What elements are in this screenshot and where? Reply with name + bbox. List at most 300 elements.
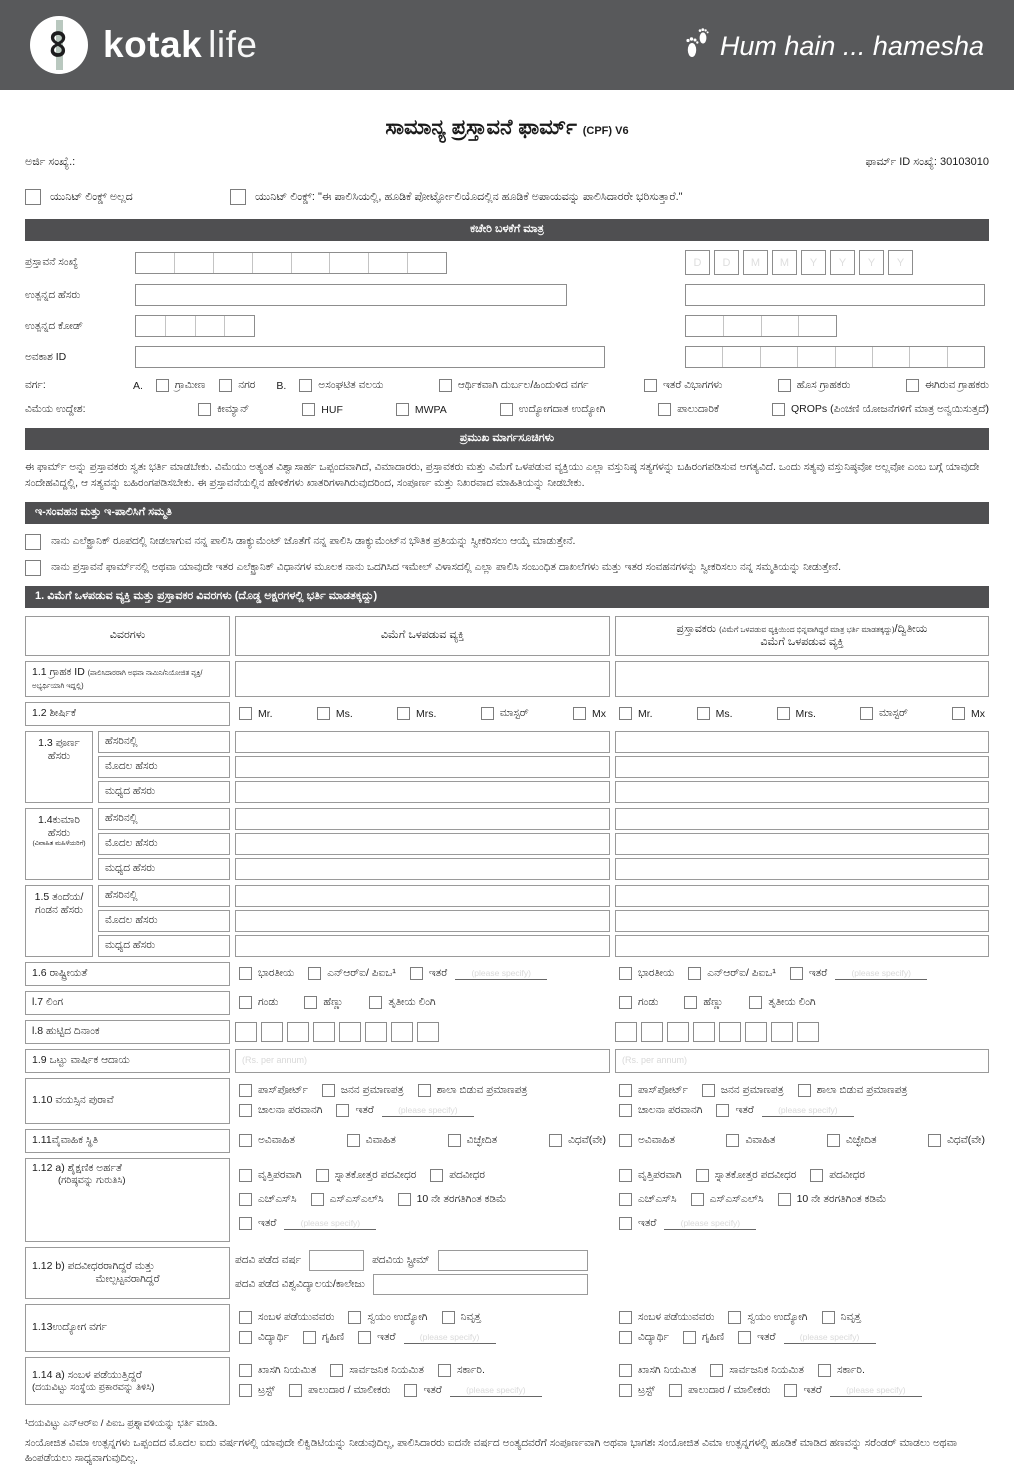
checkbox[interactable] — [239, 1193, 252, 1206]
option-label: ಪಾಲುದಾರಿಕೆ — [677, 403, 720, 415]
checkbox-option — [438, 1364, 485, 1377]
option-label: ಸಂಬಳ ಪಡೆಯುವವರು — [638, 1310, 715, 1323]
box-cell[interactable] — [313, 1022, 335, 1042]
comb-cell[interactable] — [909, 347, 946, 367]
checkbox[interactable] — [239, 1311, 252, 1324]
checkbox-option — [410, 967, 547, 980]
checkbox[interactable] — [500, 403, 513, 416]
brand-tagline: Hum hain ... hamesha — [719, 31, 984, 61]
box-cell[interactable]: D — [685, 250, 710, 275]
option-label: ಟ್ರಸ್ಟ್ — [638, 1384, 656, 1397]
checkbox[interactable] — [573, 707, 586, 720]
comb-cell[interactable] — [797, 347, 834, 367]
row-1-14a-label: 1.14 a) ಸಂಬಳ ಪಡೆಯುತ್ತಿದ್ದರೆ (ದಯವಿಟ್ಟು ಸಂಸ್ಥೆಯ ಪ್ರಕಾರವನ್ನು ತಿಳಿಸಿ) — [25, 1357, 230, 1405]
checkbox-option — [684, 996, 723, 1009]
non-unit-linked-label: ಯುನಿಟ್ ಲಿಂಕ್ಡ್ ಅಲ್ಲದ — [50, 190, 133, 203]
brand-name: kotak life — [103, 24, 258, 65]
product-name-input-right[interactable] — [685, 284, 985, 306]
degree-stream-label: ಪದವಿಯ ಸ್ಟ್ರೀಮ್ — [372, 1253, 430, 1266]
comb-cell[interactable] — [368, 253, 407, 273]
option-label: Ms. — [335, 707, 353, 720]
comb-cell[interactable] — [291, 253, 330, 273]
form-id-label: ಫಾರ್ಮ್ ID ಸಂಖ್ಯೆ: 30103010 — [865, 156, 989, 168]
checkbox-option — [697, 707, 733, 720]
degree-stream-input[interactable] — [438, 1250, 588, 1271]
checkbox-option — [658, 403, 719, 416]
box-cell[interactable] — [745, 1022, 767, 1042]
box-cell[interactable]: Y — [859, 250, 884, 275]
checkbox-option — [952, 707, 985, 720]
checkbox[interactable] — [860, 707, 873, 720]
other-specify-line[interactable]: (please specify) — [664, 1217, 756, 1230]
fullname-middle-insured-input[interactable] — [235, 781, 610, 803]
comb-cell[interactable] — [686, 316, 723, 336]
other-specify-line[interactable]: (please specify) — [762, 1104, 854, 1117]
checkbox[interactable] — [749, 996, 762, 1009]
organisation-options-insured — [235, 1357, 610, 1405]
checkbox[interactable] — [619, 1364, 632, 1377]
checkbox-option — [302, 403, 343, 416]
checkbox-option — [619, 1311, 714, 1324]
checkbox-option — [549, 1134, 606, 1147]
option-label: ವಿಧವೆ(ವೇ) — [568, 1134, 606, 1147]
comb-cell[interactable] — [761, 316, 799, 336]
checkbox[interactable] — [397, 707, 410, 720]
box-cell[interactable] — [693, 1022, 715, 1042]
option-label: 10 ನೇ ತರಗತಿಗಿಂತ ಕಡಿಮೆ — [416, 1193, 507, 1206]
option-label: ಚಾಲನಾ ಪರವಾನಗಿ — [638, 1103, 703, 1116]
checkbox[interactable] — [239, 1134, 252, 1147]
checkbox-option — [619, 1193, 677, 1206]
option-label: ಈಗಿರುವ ಗ್ರಾಹಕರು — [924, 379, 989, 391]
other-specify-line[interactable]: (please specify) — [835, 967, 927, 980]
fullname-first-insured-input[interactable] — [235, 756, 610, 778]
option-label: ಚಾಲನಾ ಪರವಾನಗಿ — [258, 1103, 323, 1116]
option-label: ನಗರ — [238, 379, 256, 391]
other-specify-line[interactable]: (please specify) — [382, 1104, 474, 1117]
comb-cell[interactable] — [686, 347, 722, 367]
checkbox[interactable] — [784, 1384, 797, 1397]
father-middle-proposer-input[interactable] — [615, 935, 989, 957]
checkbox[interactable] — [810, 1169, 823, 1182]
fullname-last-proposer-input[interactable] — [615, 731, 989, 753]
option-label: ಶಾಲಾ ಬಿಡುವ ಪ್ರಮಾಣಪತ್ರ — [816, 1084, 908, 1097]
option-label: ಇತರೆ — [757, 1331, 776, 1344]
option-label: Ms. — [715, 707, 733, 720]
checkbox[interactable] — [239, 1384, 252, 1397]
checkbox-option — [619, 1134, 675, 1147]
box-cell[interactable] — [391, 1022, 413, 1042]
option-label: Mr. — [638, 707, 653, 720]
option-label: ಗಂಡು — [258, 996, 279, 1009]
option-label: ಪಾಲುದಾರ / ಮಾಲೀಕರು — [308, 1384, 391, 1397]
option-label: ಎನ್‌ಆರ್‌ಐ/ ಪಿಐಒ¹ — [327, 967, 396, 980]
option-label: ಟ್ರಸ್ಟ್ — [258, 1384, 276, 1397]
maiden-last-proposer-input[interactable] — [615, 808, 989, 830]
option-label: ಪಾಲುದಾರ / ಮಾಲೀಕರು — [688, 1384, 771, 1397]
checkbox[interactable] — [410, 967, 423, 980]
box-cell[interactable] — [641, 1022, 663, 1042]
comb-cell[interactable] — [136, 253, 174, 273]
other-specify-line[interactable]: (please specify) — [784, 1331, 876, 1344]
checkbox-option — [619, 1104, 702, 1117]
checkbox-option — [396, 403, 447, 416]
checkbox[interactable] — [316, 1169, 329, 1182]
product-code-input[interactable] — [135, 315, 255, 337]
checkbox-option — [928, 1134, 985, 1147]
checkbox[interactable] — [619, 1084, 632, 1097]
checkbox[interactable] — [347, 1134, 360, 1147]
checkbox-option — [619, 1169, 682, 1182]
checkbox[interactable] — [696, 1169, 709, 1182]
checkbox[interactable] — [619, 996, 632, 1009]
comb-cell[interactable] — [252, 253, 291, 273]
checkbox-option — [439, 379, 589, 392]
father-last-proposer-input[interactable] — [615, 885, 989, 907]
checkbox[interactable] — [822, 1311, 835, 1324]
checkbox-option — [448, 1134, 498, 1147]
checkbox[interactable] — [418, 1084, 431, 1097]
checkbox[interactable] — [683, 1331, 696, 1344]
checkbox[interactable] — [790, 967, 803, 980]
checkbox-option — [716, 1104, 853, 1117]
option-label: ಎಚ್‌ಎಸ್‌ಸಿ — [638, 1193, 677, 1206]
university-input[interactable] — [373, 1274, 588, 1295]
maiden-first-insured-input[interactable] — [235, 833, 610, 855]
comb-cell[interactable] — [174, 253, 213, 273]
page-title: ಸಾಮಾನ್ಯ ಪ್ರಸ್ತಾವನೆ ಫಾರ್ಮ್ (CPF) V6 — [385, 116, 629, 139]
box-cell[interactable] — [235, 1022, 257, 1042]
checkbox[interactable] — [481, 707, 494, 720]
checkbox-option — [289, 1384, 390, 1397]
fullname-last-insured-input[interactable] — [235, 731, 610, 753]
checkbox[interactable] — [439, 379, 452, 392]
product-code-input-right[interactable] — [685, 315, 837, 337]
box-cell[interactable] — [261, 1022, 283, 1042]
physical-copy-checkbox[interactable] — [25, 534, 41, 550]
checkbox-option — [777, 707, 816, 720]
middle-name-label: ಮಧ್ಯದ ಹೆಸರು — [98, 858, 230, 880]
box-cell[interactable] — [797, 1022, 819, 1042]
checkbox[interactable] — [778, 1193, 791, 1206]
checkbox[interactable] — [398, 1193, 411, 1206]
checkbox[interactable] — [726, 1134, 739, 1147]
comb-cell[interactable] — [723, 316, 761, 336]
fullname-first-proposer-input[interactable] — [615, 756, 989, 778]
option-label: ಪದವೀಧರ — [829, 1168, 865, 1181]
product-name-input[interactable] — [135, 284, 567, 306]
comb-cell[interactable] — [224, 316, 254, 336]
non-unit-linked-checkbox[interactable] — [25, 189, 41, 205]
checkbox-option — [239, 996, 278, 1009]
checkbox[interactable] — [239, 1364, 252, 1377]
father-middle-insured-input[interactable] — [235, 935, 610, 957]
checkbox-option — [239, 1169, 302, 1182]
box-cell[interactable] — [667, 1022, 689, 1042]
checkbox[interactable] — [348, 1311, 361, 1324]
dob-proposer-input[interactable] — [615, 1022, 819, 1042]
box-cell[interactable] — [365, 1022, 387, 1042]
comb-cell[interactable] — [872, 347, 909, 367]
checkbox[interactable] — [239, 707, 252, 720]
option-label: ಇತರೆ — [377, 1331, 396, 1344]
option-label: ಉದ್ಯೋಗದಾತ ಉದ್ಯೋಗಿ — [518, 403, 606, 415]
box-cell[interactable] — [771, 1022, 793, 1042]
checkbox[interactable] — [619, 967, 632, 980]
option-label: ಅವಿವಾಹಿತ — [638, 1134, 675, 1147]
option-label: ವಿಚ್ಛೇದಿತ — [466, 1134, 498, 1147]
checkbox-option — [702, 1084, 784, 1097]
box-cell[interactable]: M — [743, 250, 768, 275]
last-name-label: ಹೆಸರಿನಲ್ಲಿ — [98, 808, 230, 830]
checkbox[interactable] — [697, 707, 710, 720]
checkbox[interactable] — [404, 1384, 417, 1397]
annual-income-proposer-input[interactable] — [615, 1049, 989, 1073]
checkbox-option — [481, 707, 529, 720]
comb-cell[interactable] — [165, 316, 195, 336]
checkbox[interactable] — [299, 379, 312, 392]
category-b-options — [299, 379, 989, 392]
box-cell[interactable] — [287, 1022, 309, 1042]
annual-income-insured-input[interactable] — [235, 1049, 610, 1073]
checkbox[interactable] — [952, 707, 965, 720]
comb-cell[interactable] — [947, 347, 984, 367]
row-1-7-label: l.7 ಲಿಂಗ — [25, 991, 230, 1015]
checkbox[interactable] — [772, 403, 785, 416]
checkbox[interactable] — [928, 1134, 941, 1147]
checkbox[interactable] — [438, 1364, 451, 1377]
checkbox-option — [818, 1364, 865, 1377]
option-label: ಸರ್ಕಾರಿ. — [836, 1363, 865, 1376]
checkbox[interactable] — [658, 403, 671, 416]
comb-cell[interactable] — [213, 253, 252, 273]
other-specify-line[interactable]: (please specify) — [830, 1384, 922, 1397]
checkbox[interactable] — [619, 1217, 632, 1230]
checkbox[interactable] — [239, 1169, 252, 1182]
checkbox[interactable] — [688, 967, 701, 980]
comb-cell[interactable] — [798, 316, 836, 336]
proposal-number-input[interactable] — [135, 252, 447, 274]
maiden-middle-insured-input[interactable] — [235, 858, 610, 880]
checkbox[interactable] — [289, 1384, 302, 1397]
checkbox-option — [322, 1084, 404, 1097]
checkbox[interactable] — [798, 1084, 811, 1097]
checkbox[interactable] — [738, 1331, 751, 1344]
comb-cell[interactable] — [195, 316, 225, 336]
checkbox[interactable] — [691, 1193, 704, 1206]
maiden-first-proposer-input[interactable] — [615, 833, 989, 855]
checkbox[interactable] — [311, 1193, 324, 1206]
checkbox-option — [619, 996, 658, 1009]
comb-cell[interactable] — [329, 253, 368, 273]
father-first-proposer-input[interactable] — [615, 910, 989, 932]
checkbox[interactable] — [396, 403, 409, 416]
opportunity-id-input-right[interactable] — [685, 346, 985, 368]
box-cell[interactable] — [615, 1022, 637, 1042]
comb-cell[interactable] — [136, 316, 165, 336]
col-header-proposer: ಪ್ರಸ್ತಾವಕರು (ವಿಮೆಗೆ ಒಳಪಡುವ ವ್ಯಕ್ತಿಯಿಂದ ಭಿನ್ನವಾಗಿದ್ದರೆ ಮಾತ್ರ ಭರ್ತಿ ಮಾಡತಕ್ಕದ್ದು)/ದ್ವಿತೀಯ ವಿಮೆಗೆ ಒಳಪಡುವ ವ್ಯಕ್ತಿ — [615, 616, 989, 656]
row-1-3-label: 1.3 ಪೂರ್ಣ ಹೆಸರು — [25, 731, 93, 803]
checkbox[interactable] — [330, 1364, 343, 1377]
option-label: ಜನನ ಪ್ರಮಾಣಪತ್ರ — [720, 1084, 784, 1097]
checkbox[interactable] — [303, 1331, 316, 1344]
opportunity-id-input[interactable] — [135, 346, 605, 368]
option-label: Mrs. — [416, 707, 437, 720]
checkbox-option — [738, 1331, 875, 1344]
checkbox-option — [317, 707, 353, 720]
age-proof-options-insured — [235, 1078, 610, 1124]
category-a-options — [156, 379, 255, 392]
checkbox[interactable] — [219, 379, 232, 392]
checkbox[interactable] — [322, 1084, 335, 1097]
checkbox[interactable] — [702, 1084, 715, 1097]
education-options-insured — [235, 1158, 610, 1242]
checkbox-option — [691, 1193, 764, 1206]
checkbox[interactable] — [619, 1104, 632, 1117]
checkbox[interactable] — [336, 1104, 349, 1117]
checkbox[interactable] — [239, 996, 252, 1009]
box-cell[interactable]: Y — [888, 250, 913, 275]
checkbox[interactable] — [728, 1311, 741, 1324]
checkbox[interactable] — [716, 1104, 729, 1117]
opportunity-id-label: ಅವಕಾಶ ID — [25, 350, 67, 363]
box-cell[interactable] — [417, 1022, 439, 1042]
checkbox-option — [418, 1084, 528, 1097]
checkbox[interactable] — [304, 996, 317, 1009]
father-first-insured-input[interactable] — [235, 910, 610, 932]
checkbox[interactable] — [619, 707, 632, 720]
title-options-insured — [235, 702, 610, 726]
customer-id-proposer-input[interactable] — [615, 661, 989, 697]
checkbox[interactable] — [448, 1134, 461, 1147]
comb-cell[interactable] — [760, 347, 797, 367]
checkbox-option — [336, 1104, 473, 1117]
checkbox[interactable] — [358, 1331, 371, 1344]
checkbox[interactable] — [619, 1311, 632, 1324]
checkbox[interactable] — [442, 1311, 455, 1324]
checkbox[interactable] — [430, 1169, 443, 1182]
checkbox-option — [404, 1384, 541, 1397]
box-cell[interactable]: Y — [801, 250, 826, 275]
office-date-input[interactable] — [685, 250, 913, 275]
last-name-label: ಹೆಸರಿನಲ್ಲಿ — [98, 885, 230, 907]
graduation-year-input[interactable] — [309, 1250, 364, 1271]
option-label: Mx — [970, 707, 985, 720]
other-specify-line[interactable]: (please specify) — [450, 1384, 542, 1397]
checkbox-option — [430, 1169, 485, 1182]
checkbox[interactable] — [619, 1169, 632, 1182]
checkbox-option — [219, 379, 255, 392]
checkbox[interactable] — [369, 996, 382, 1009]
marital-options-insured — [235, 1129, 610, 1153]
checkbox[interactable] — [198, 403, 211, 416]
box-cell[interactable]: D — [714, 250, 739, 275]
checkbox[interactable] — [818, 1364, 831, 1377]
box-cell[interactable] — [719, 1022, 741, 1042]
checkbox-option — [696, 1169, 797, 1182]
checkbox-option — [239, 1084, 308, 1097]
checkbox[interactable] — [239, 967, 252, 980]
checkbox-option — [239, 1384, 275, 1397]
fullname-middle-proposer-input[interactable] — [615, 781, 989, 803]
maiden-middle-proposer-input[interactable] — [615, 858, 989, 880]
checkbox-option — [644, 379, 722, 392]
comb-cell[interactable] — [407, 253, 446, 273]
option-label: Mr. — [258, 707, 273, 720]
option-label: ಪಾಸ್‌ಪೋರ್ಟ್ — [638, 1084, 688, 1097]
checkbox[interactable] — [619, 1193, 632, 1206]
checkbox[interactable] — [308, 967, 321, 980]
checkbox[interactable] — [302, 403, 315, 416]
checkbox[interactable] — [684, 996, 697, 1009]
dob-insured-input[interactable] — [235, 1022, 439, 1042]
checkbox[interactable] — [778, 379, 791, 392]
checkbox[interactable] — [239, 1084, 252, 1097]
comb-cell[interactable] — [835, 347, 872, 367]
checkbox[interactable] — [827, 1134, 840, 1147]
option-label: ಖಾಸಗಿ ನಿಯಮಿತ — [638, 1363, 697, 1376]
checkbox[interactable] — [549, 1134, 562, 1147]
checkbox-option — [198, 403, 249, 416]
option-label: 10 ನೇ ತರಗತಿಗಿಂತ ಕಡಿಮೆ — [796, 1193, 887, 1206]
checkbox[interactable] — [317, 707, 330, 720]
checkbox[interactable] — [777, 707, 790, 720]
option-label: Mx — [591, 707, 606, 720]
email-consent-checkbox[interactable] — [25, 560, 41, 576]
option-label: ಇತರೆ — [803, 1384, 822, 1397]
checkbox[interactable] — [669, 1384, 682, 1397]
checkbox-option — [906, 379, 989, 392]
footnote-linked-products: ಸಂಯೋಜಿತ ವಿಮಾ ಉತ್ಪನ್ನಗಳು ಒಪ್ಪಂದದ ಮೊದಲ ಐದು ವರ್ಷಗಳಲ್ಲಿ ಯಾವುದೇ ಲಿಕ್ವಿಡಿಟಿಯನ್ನು ನೀಡುವುದಿಲ್ಲ, ಪಾಲಿಸಿದಾರರು ಐದನೇ ವರ್ಷದ ಅಂತ್ಯದವರೆಗೆ ಸಂಪೂರ್ಣವಾಗಿ ಅಥವಾ ಭಾಗಶಃ ಸಂಯೋಜಿತ ವಿಮಾ ಉತ್ಪನ್ನಗಳಲ್ಲಿ ಹೂಡಿಕೆ ಮಾಡಿದ ಹಣವನ್ನು ಸರೆಂಡರ್ ಮಾಡಲು ಅಥವಾ ಹಿಂಪಡೆಯಲು ಸಾಧ್ಯವಾಗುವುದಿಲ್ಲ. — [25, 1436, 958, 1465]
footnote-nri: ¹ದಯವಿಟ್ಟು ಎನ್‌ಆರ್‌ಐ / ಪಿಐಒ ಪ್ರಶ್ನಾವಳಿಯನ್ನು ಭರ್ತಿ ಮಾಡಿ. — [25, 1417, 218, 1429]
checkbox[interactable] — [239, 1331, 252, 1344]
option-label: ಸಂಬಳ ಪಡೆಯುವವರು — [258, 1310, 335, 1323]
other-specify-line[interactable]: (please specify) — [455, 967, 547, 980]
row-1-12a-label: 1.12 a) ಶೈಕ್ಷಣಿಕ ಅರ್ಹತೆ (ಗರಿಷ್ಠವನ್ನು ಗುರುತಿಸಿ) — [25, 1158, 230, 1242]
checkbox[interactable] — [619, 1134, 632, 1147]
checkbox[interactable] — [239, 1217, 252, 1230]
email-consent-label: ನಾನು ಪ್ರಸ್ತಾವನೆ ಫಾರ್ಮ್‌ನಲ್ಲಿ ಅಥವಾ ಯಾವುದೇ ಇತರ ಎಲೆಕ್ಟ್ರಾನಿಕ್ ವಿಧಾನಗಳ ಮೂಲಕ ನಾನು ಒದಗಿಸಿದ ಇಮೇಲ್ ವಿಳಾಸದಲ್ಲಿ ಎಲ್ಲಾ ಪಾಲಿಸಿ ಸಂಬಂಧಿತ ದಾಖಲೆಗಳು ಮತ್ತು ಇತರ ಸಂವಹನಗಳನ್ನು ಸ್ವೀಕರಿಸಲು ನನ್ನ ಸಮ್ಮತಿಯನ್ನು ನೀಡುತ್ತೇನೆ. — [51, 561, 842, 574]
university-label: ಪದವಿ ಪಡೆದ ವಿಶ್ವವಿದ್ಯಾಲಯ/ಕಾಲೇಜು — [235, 1278, 365, 1291]
checkbox[interactable] — [644, 379, 657, 392]
option-label: ತೃತೀಯ ಲಿಂಗಿ — [768, 996, 816, 1009]
age-proof-options-proposer — [615, 1078, 989, 1124]
checkbox[interactable] — [619, 1384, 632, 1397]
option-label: ಪದವೀಧರ — [449, 1168, 485, 1181]
checkbox[interactable] — [710, 1364, 723, 1377]
box-cell[interactable]: Y — [830, 250, 855, 275]
option-label: ವೃತ್ತಿಪರವಾಗಿ — [638, 1168, 682, 1181]
checkbox-option — [239, 1311, 334, 1324]
insurance-purpose-options — [198, 403, 989, 416]
checkbox[interactable] — [619, 1331, 632, 1344]
checkbox[interactable] — [239, 1104, 252, 1117]
other-specify-line[interactable]: (please specify) — [284, 1217, 376, 1230]
option-label: ಸ್ನಾತಕೋತ್ತರ ಪದವೀಧರ — [714, 1168, 797, 1181]
box-cell[interactable] — [339, 1022, 361, 1042]
unit-linked-checkbox[interactable] — [230, 189, 246, 205]
guidelines-text: ಈ ಫಾರ್ಮ್ ಅನ್ನು ಪ್ರಸ್ತಾವಕರು ಸ್ವತಃ ಭರ್ತಿ ಮಾಡಬೇಕು. ವಿಮೆಯು ಅತ್ಯಂತ ವಿಶ್ವಾಸಾರ್ಹ ಒಪ್ಪಂದವಾಗಿದೆ, ವಿಮಾದಾರರು, ಪ್ರಸ್ತಾವಕರು ಮತ್ತು ವಿಮೆಗೆ ಒಳಪಡುವ ವ್ಯಕ್ತಿಯು ಎಲ್ಲಾ ವಸ್ತುನಿಷ್ಠ ಸತ್ಯಗಳನ್ನು ಬಹಿರಂಗಪಡಿಸುವ ಅಗತ್ಯವಿದೆ. ಒಂದು ಸತ್ಯವು ವಸ್ತುನಿಷ್ಠವೋ ಅಲ್ಲವೋ ಎಂಬ ಬಗ್ಗೆ ಯಾವುದೇ ಸಂದೇಹವಿದ್ದಲ್ಲಿ, ಆ ಸತ್ಯವನ್ನು ಬಹಿರಂಗಪಡಿಸಬೇಕು. ಈ ಪ್ರಸ್ತಾವನೆಯಲ್ಲಿನ ಹೇಳಿಕೆಗಳು ಖಾತರಿಗಳಾಗಿರುವುದರಿಂದ, ಸಂಪೂರ್ಣ ಮತ್ತು ನಿಖರವಾದ ಮಾಹಿತಿಯನ್ನು ನೀಡಬೇಕು. — [25, 461, 980, 490]
maiden-last-insured-input[interactable] — [235, 808, 610, 830]
other-specify-line[interactable]: (please specify) — [404, 1331, 496, 1344]
comb-cell[interactable] — [722, 347, 759, 367]
box-cell[interactable]: M — [772, 250, 797, 275]
col-header-insured: ವಿಮೆಗೆ ಒಳಪಡುವ ವ್ಯಕ್ತಿ — [235, 616, 610, 656]
customer-id-insured-input[interactable] — [235, 661, 610, 697]
checkbox[interactable] — [156, 379, 169, 392]
checkbox[interactable] — [906, 379, 919, 392]
father-last-insured-input[interactable] — [235, 885, 610, 907]
